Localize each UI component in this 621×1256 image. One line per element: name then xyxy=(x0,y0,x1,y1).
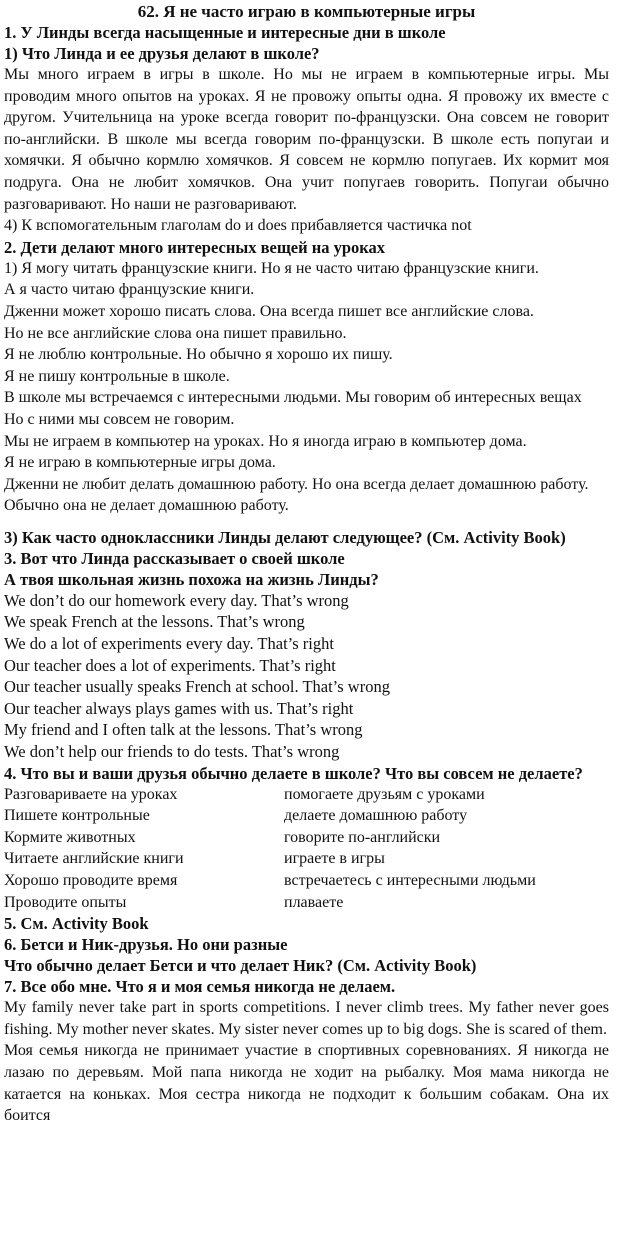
section-2-line: Но не все английские слова она пишет правильно. xyxy=(4,324,347,342)
left-cell: Хорошо проводите время xyxy=(4,872,178,889)
table-row xyxy=(4,784,609,806)
page-title: 62. Я не часто играю в компьютерные игры xyxy=(137,2,476,21)
section-2-heading: 2. Дети делают много интересных вещей на уроках xyxy=(4,237,386,257)
right-cell: встречаетесь с интересными людьми xyxy=(284,872,536,889)
section-3-line: We speak French at the lessons. That’s wrong xyxy=(4,612,305,632)
section-3-line: Our teacher usually speaks French at school. That’s wrong xyxy=(4,677,390,697)
table-row xyxy=(4,848,609,870)
section-2-line: Я не играю в компьютерные игры дома. xyxy=(4,454,276,472)
section-7-heading: 7. Все обо мне. Что я и моя семья никогда не делаем. xyxy=(4,977,396,997)
section-3-heading: 3. Вот что Линда рассказывает о своей школе xyxy=(4,548,345,568)
section-7-english: My family never take part in sports competitions. I never climb trees. My father never goes fishing. My mother never skates. My sister never comes up to big dogs. She is scared of them. xyxy=(4,999,609,1038)
section-2-line: Я не пишу контрольные в школе. xyxy=(4,367,230,385)
section-2-line: Я не люблю контрольные. Но обычно я хорошо их пишу. xyxy=(4,346,393,364)
right-cell: говорите по-английски xyxy=(284,828,441,846)
right-cell: плаваете xyxy=(284,893,344,911)
section-2-line: Дженни не любит делать домашнюю работу. Но она всегда делает домашнюю работу. xyxy=(4,475,589,493)
section-2-line: Но с ними мы совсем не говорим. xyxy=(4,410,235,428)
section-4-table xyxy=(4,784,609,914)
table-row xyxy=(4,892,609,914)
right-cell: играете в игры xyxy=(284,850,385,868)
left-cell: Кормите животных xyxy=(4,828,136,846)
section-3-line: Our teacher always plays games with us. That’s right xyxy=(4,698,354,718)
section-1-heading: 1. У Линды всегда насыщенные и интересные дни в школе xyxy=(4,23,446,42)
section-5-heading: 5. См. Activity Book xyxy=(4,914,149,934)
section-3-lines xyxy=(4,590,609,763)
right-cell: помогаете друзьям с уроками xyxy=(284,785,485,803)
question-3: 3) Как часто одноклассники Линды делают следующее? (См. Activity Book) xyxy=(4,527,566,547)
table-row xyxy=(4,805,609,827)
section-3-line: Our teacher does a lot of experiments. That’s right xyxy=(4,655,336,675)
section-3-line: My friend and I often talk at the lessons. That’s wrong xyxy=(4,720,363,740)
section-2-line: А я часто читаю французские книги. xyxy=(4,281,255,299)
section-2-line: В школе мы встречаемся с интересными людьми. Мы говорим об интересных вещах xyxy=(4,389,582,407)
section-2-lines xyxy=(4,258,609,517)
left-cell: Проводите опыты xyxy=(4,893,127,911)
section-2-line: Дженни может хорошо писать слова. Она всегда пишет все английские слова. xyxy=(4,302,534,320)
section-2-line: Мы не играем в компьютер на уроках. Но я иногда играю в компьютер дома. xyxy=(4,432,527,450)
section-3-line: We don’t help our friends to do tests. That’s wrong xyxy=(4,742,340,762)
left-cell: Читаете английские книги xyxy=(4,850,184,868)
section-6-heading: 6. Бетси и Ник-друзья. Но они разные xyxy=(4,935,288,955)
section-7-russian: Моя семья никогда не принимает участие в спортивных соревнованиях. Я никогда не лазаю по деревьям. Мой папа никогда не ходит на рыбалку. Моя мама никогда не катается на коньках. Моя сестра никогда не подходит к большим собакам. Она их боится xyxy=(4,1042,609,1125)
section-2-line: Обычно она не делает домашнюю работу. xyxy=(4,497,289,515)
section-1-note: 4) К вспомогательным глаголам do и does прибавляется частичка not xyxy=(4,217,472,235)
table-row xyxy=(4,870,609,892)
question-1: 1) Что Линда и ее друзья делают в школе? xyxy=(4,44,320,63)
section-3-line: We do a lot of experiments every day. That’s right xyxy=(4,634,334,654)
section-4-heading: 4. Что вы и ваши друзья обычно делаете в школе? Что вы совсем не делаете? xyxy=(4,763,583,783)
section-3-subheading: А твоя школьная жизнь похожа на жизнь Линды? xyxy=(4,569,379,589)
section-6-subheading: Что обычно делает Бетси и что делает Ник? (См. Activity Book) xyxy=(4,956,477,976)
section-2-line: 1) Я могу читать французские книги. Но я не часто читаю французские книги. xyxy=(4,259,539,277)
right-cell: делаете домашнюю работу xyxy=(284,807,468,825)
section-1-text: Мы много играем в игры в школе. Но мы не играем в компьютерные игры. Мы проводим много опытов на уроках. Я не провожу опыты одна. Я провожу их вместе с другом. Учительница на уроке всегда говорит по-французски. Она совсем не говорит по-английски. В школе мы всегда говорим по-французски. В школе есть попугаи и хомячки. Я обычно кормлю хомячков. Я совсем не кормлю попугаев. Их кормит моя подруга. Она не любит хомячков. Она учит попугаев говорить. Попугаи обычно разговаривают. Но наши не разговаривают. xyxy=(4,66,609,213)
section-3-line: We don’t do our homework every day. That’s wrong xyxy=(4,590,349,610)
left-cell: Разговариваете на уроках xyxy=(4,785,178,803)
left-cell: Пишете контрольные xyxy=(4,807,150,825)
table-row xyxy=(4,827,609,849)
